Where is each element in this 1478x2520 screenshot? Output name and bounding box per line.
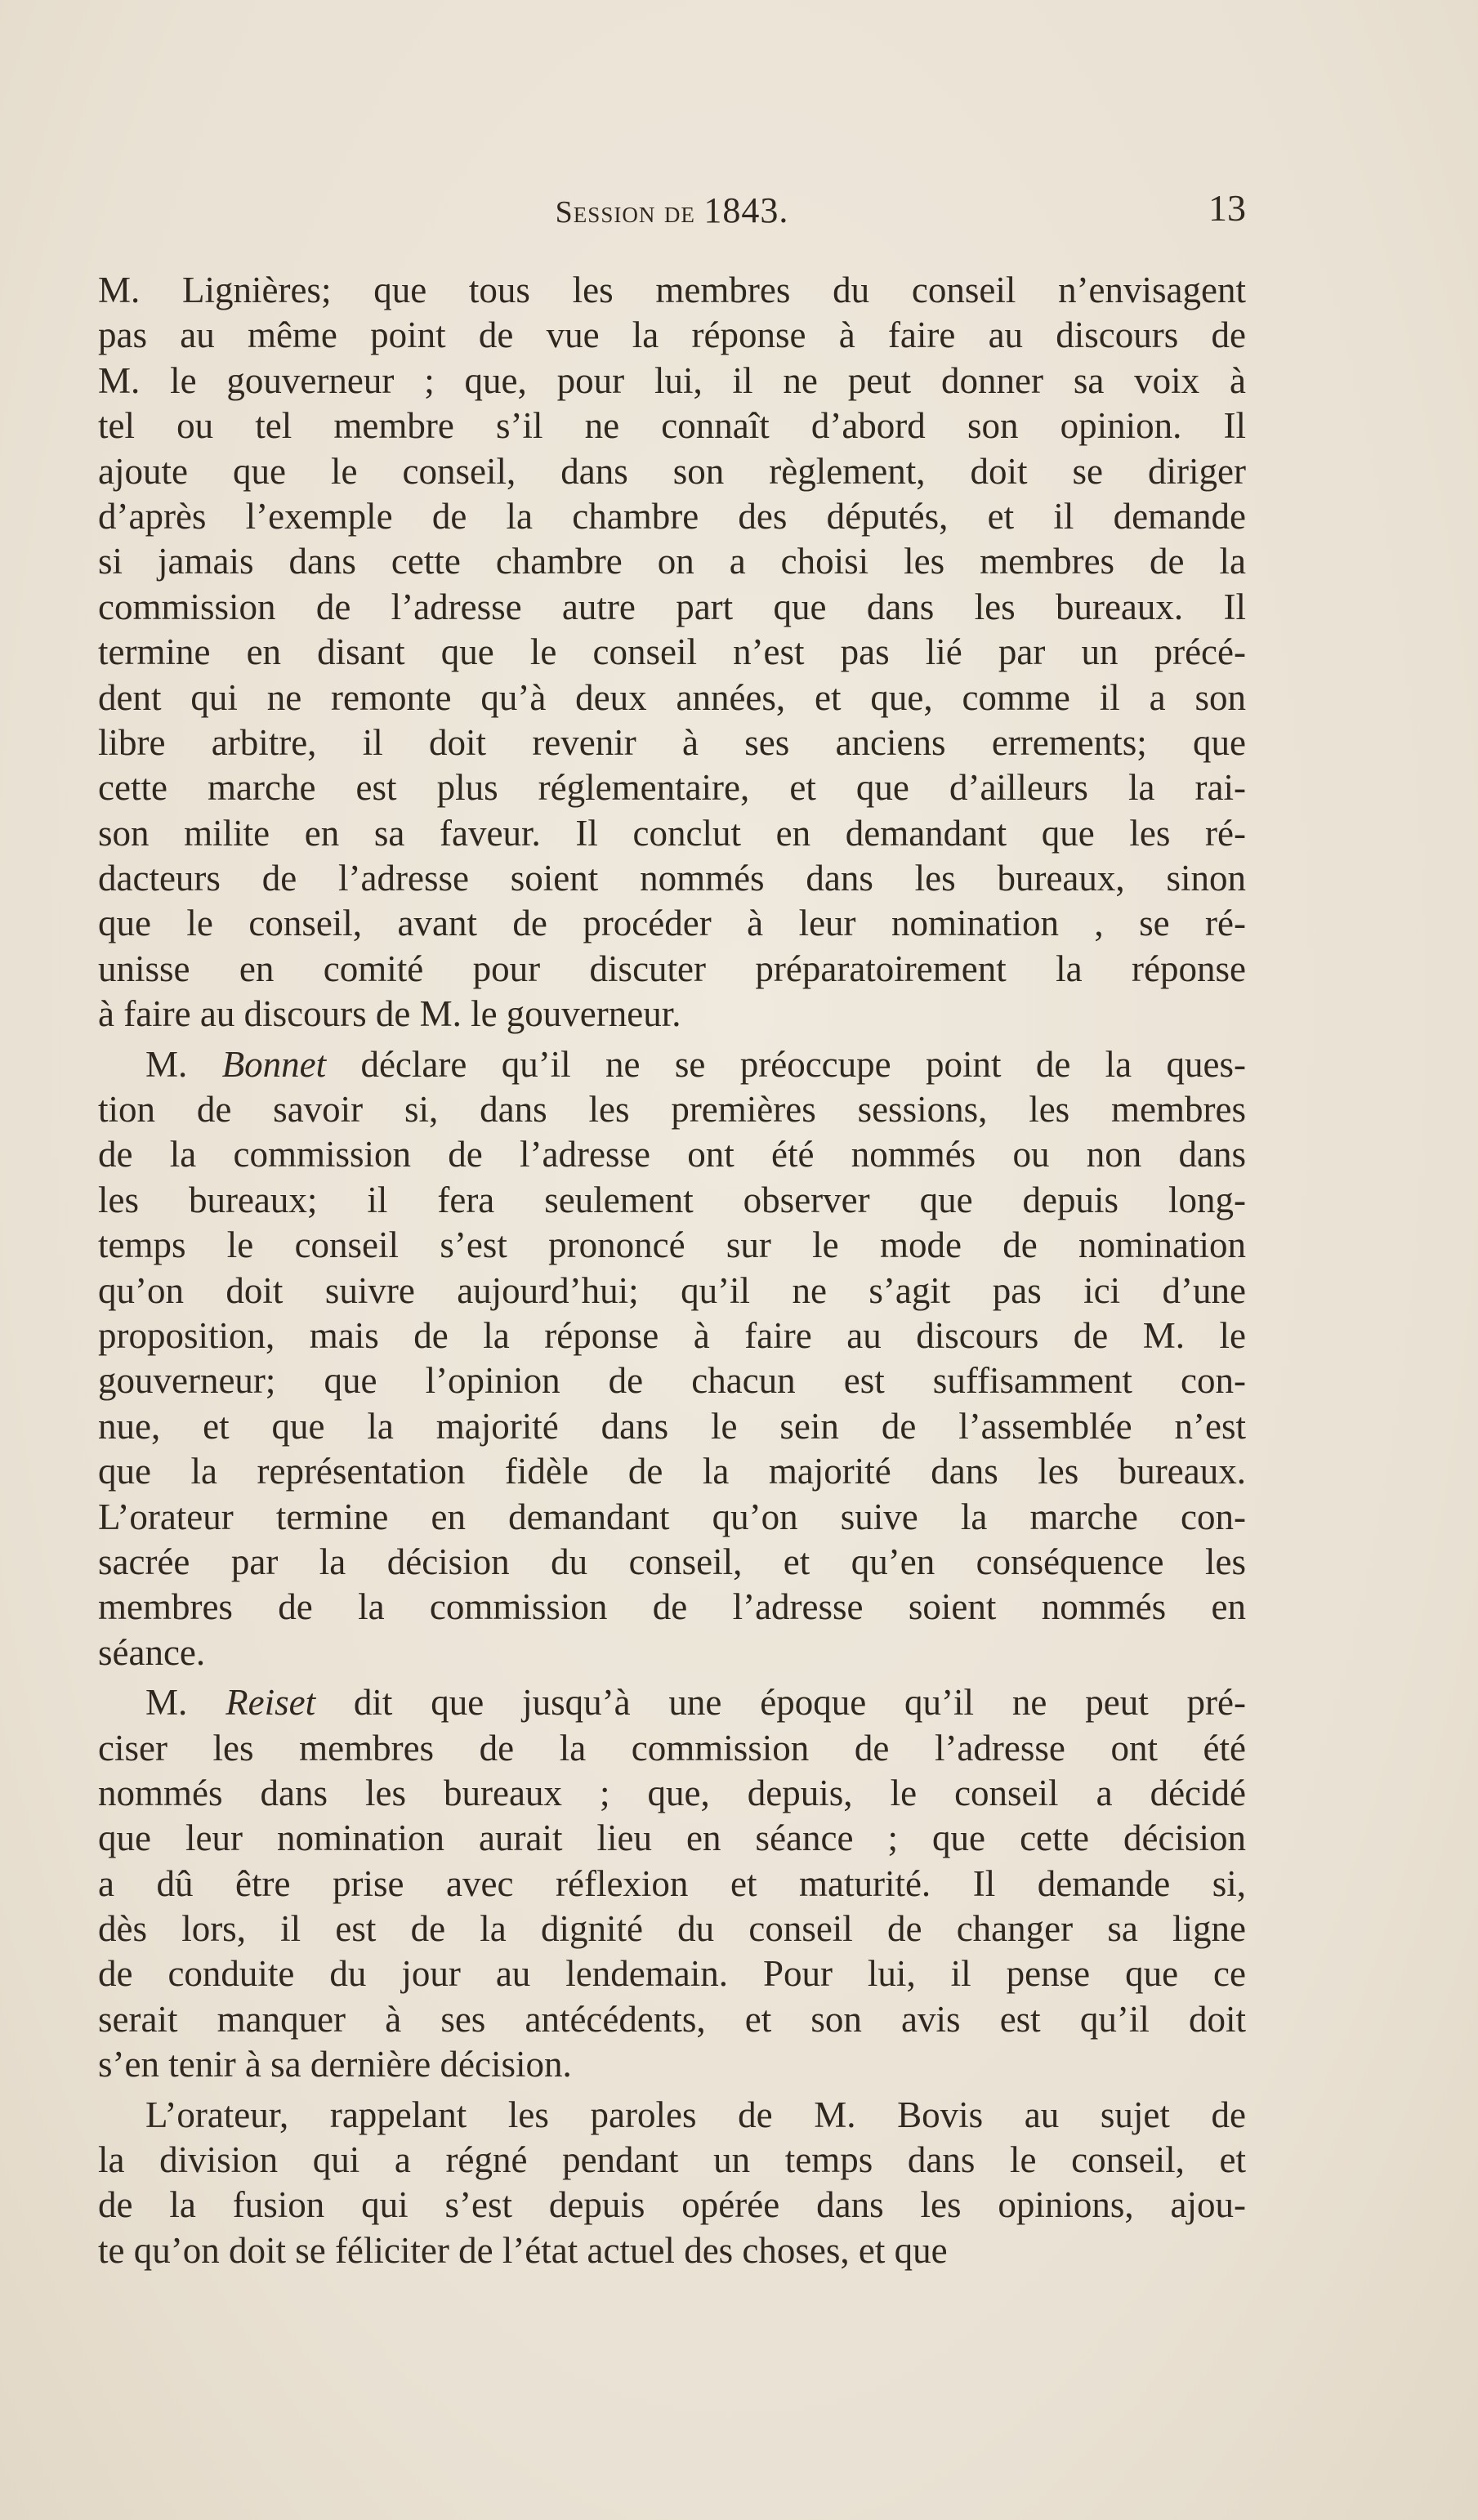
line-text: déclare qu’il ne se préoccupe point de la ques-: [326, 1043, 1246, 1085]
text-line: que la représentation fidèle de la majorité dans les bureaux.: [98, 1451, 1246, 1492]
line-prefix: M.: [145, 1043, 222, 1085]
text-line: d’après l’exemple de la chambre des députés, et il demande: [98, 495, 1246, 537]
text-line: de la commission de l’adresse ont été nommés ou non dans: [98, 1134, 1246, 1175]
text-line: gouverneur; que l’opinion de chacun est suffisamment con-: [98, 1360, 1246, 1402]
text-line: s’en tenir à sa dernière décision.: [98, 2044, 572, 2085]
text-line: la division qui a régné pendant un temps dans le conseil, et: [98, 2139, 1246, 2181]
text-line: nommés dans les bureaux ; que, depuis, le conseil a décidé: [98, 1772, 1246, 1813]
text-line: sacrée par la décision du conseil, et qu’en conséquence les: [98, 1541, 1246, 1582]
line-prefix: M.: [145, 1682, 226, 1724]
text-line: [98, 1680, 1246, 1725]
text-line: commission de l’adresse autre part que dans les bureaux. Il: [98, 586, 1246, 627]
text-line: dent qui ne remonte qu’à deux années, et que, comme il a son: [98, 676, 1246, 718]
running-head-title: [98, 190, 1246, 231]
line-text: dit que jusqu’à une époque qu’il ne peut pré-: [315, 1682, 1246, 1724]
running-head: [98, 187, 1246, 239]
speaker-name: Bonnet: [221, 1043, 327, 1085]
text-line: à faire au discours de M. le gouverneur.: [98, 993, 681, 1035]
text-line: nue, et que la majorité dans le sein de l’assemblée n’est: [98, 1405, 1246, 1447]
speaker-name: Reiset: [225, 1682, 316, 1724]
text-line: L’orateur termine en demandant qu’on suive la marche con-: [98, 1496, 1246, 1537]
text-line: de la fusion qui s’est depuis opérée dans les opinions, ajou-: [98, 2184, 1246, 2226]
text-line: M. Lignières; que tous les membres du conseil n’envisagent: [98, 270, 1246, 310]
text-line: libre arbitre, il doit revenir à ses anciens errements; que: [98, 721, 1246, 763]
text-line: unisse en comité pour discuter préparatoirement la réponse: [98, 948, 1246, 989]
page-number: 13: [1208, 187, 1246, 229]
text-line: son milite en sa faveur. Il conclut en demandant que les ré-: [98, 812, 1246, 854]
body-text: [98, 268, 1246, 2273]
text-line: membres de la commission de l’adresse soient nommés en: [98, 1586, 1246, 1628]
text-line: M. le gouverneur ; que, pour lui, il ne peut donner sa voix à: [98, 359, 1246, 401]
text-line: serait manquer à ses antécédents, et son avis est qu’il doit: [98, 1998, 1246, 2040]
text-line: pas au même point de vue la réponse à faire au discours de: [98, 314, 1246, 356]
text-line: tel ou tel membre s’il ne connaît d’abord son opinion. Il: [98, 405, 1246, 447]
text-line: L’orateur, rappelant les paroles de M. Bovis au sujet de: [145, 2094, 1246, 2135]
running-head-label: Session de: [555, 195, 704, 230]
text-line: ajoute que le conseil, dans son règlement, doit se diriger: [98, 450, 1246, 492]
text-line: qu’on doit suivre aujourd’hui; qu’il ne s’agit pas ici d’une: [98, 1269, 1246, 1311]
text-line: termine en disant que le conseil n’est pas lié par un précé-: [98, 631, 1246, 673]
text-line: que leur nomination aurait lieu en séance ; que cette décision: [98, 1818, 1246, 1859]
running-head-year: 1843.: [703, 190, 789, 230]
text-line: si jamais dans cette chambre on a choisi les membres de la: [98, 541, 1246, 582]
text-line: temps le conseil s’est prononcé sur le mode de nomination: [98, 1224, 1246, 1266]
text-line: les bureaux; il fera seulement observer que depuis long-: [98, 1179, 1246, 1220]
text-line: dacteurs de l’adresse soient nommés dans les bureaux, sinon: [98, 858, 1246, 899]
paragraph: [98, 1680, 1246, 2088]
text-line: de conduite du jour au lendemain. Pour lui, il pense que ce: [98, 1953, 1246, 1995]
text-line: dès lors, il est de la dignité du conseil de changer sa ligne: [98, 1908, 1246, 1950]
text-line: te qu’on doit se féliciter de l’état actuel des choses, et que: [98, 2229, 948, 2271]
text-line: ciser les membres de la commission de l’adresse ont été: [98, 1727, 1246, 1768]
text-line: que le conseil, avant de procéder à leur nomination , se ré-: [98, 903, 1246, 944]
text-line: [98, 1042, 1246, 1087]
text-line: cette marche est plus réglementaire, et que d’ailleurs la rai-: [98, 767, 1246, 809]
text-line: proposition, mais de la réponse à faire au discours de M. le: [98, 1314, 1246, 1356]
paragraph: [98, 1042, 1246, 1675]
paragraph: [98, 268, 1246, 1037]
text-line: séance.: [98, 1631, 206, 1673]
paragraph: [98, 2093, 1246, 2274]
text-line: a dû être prise avec réflexion et maturité. Il demande si,: [98, 1862, 1246, 1904]
text-line: tion de savoir si, dans les premières sessions, les membres: [98, 1089, 1246, 1131]
